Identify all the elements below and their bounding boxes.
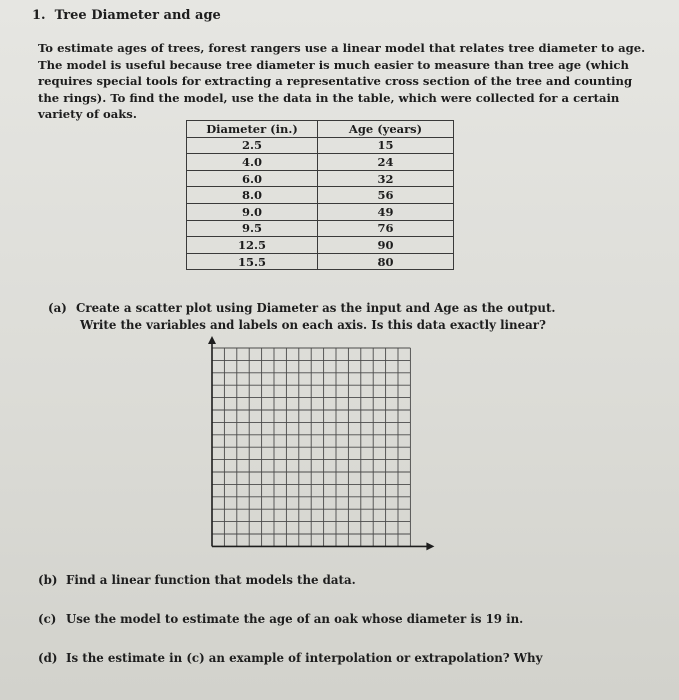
table-row	[187, 187, 454, 204]
age-cell: 90	[318, 237, 454, 254]
diameter-cell: 9.0	[187, 203, 318, 220]
age-cell: 15	[318, 137, 454, 154]
age-cell: 56	[318, 187, 454, 204]
question-b	[38, 573, 356, 587]
column-header-diameter: Diameter (in.)	[187, 121, 318, 138]
table-row	[187, 203, 454, 220]
question-a-line2: Write the variables and labels on each axis. Is this data exactly linear?	[80, 318, 546, 332]
question-d-label: (d)	[38, 651, 58, 665]
diameter-cell: 6.0	[187, 170, 318, 187]
question-a	[48, 300, 556, 334]
table-header-row	[187, 121, 454, 138]
blank-coordinate-grid	[200, 336, 440, 554]
problem-title: Tree Diameter and age	[54, 8, 221, 23]
column-header-age: Age (years)	[318, 121, 454, 138]
table-row	[187, 154, 454, 171]
diameter-age-table	[186, 120, 454, 270]
age-cell: 32	[318, 170, 454, 187]
intro-line: To estimate ages of trees, forest rangers use a linear model that relates tree diameter to age.	[38, 41, 646, 55]
age-cell: 49	[318, 203, 454, 220]
diameter-cell: 8.0	[187, 187, 318, 204]
diameter-cell: 12.5	[187, 237, 318, 254]
table-row	[187, 170, 454, 187]
intro-line: The model is useful because tree diameter is much easier to measure than tree age (which	[38, 57, 629, 72]
intro-line: variety of oaks.	[38, 107, 137, 121]
table-row	[187, 237, 454, 254]
grid-lines	[212, 348, 410, 546]
question-a-label: (a)	[48, 301, 67, 315]
question-c	[38, 612, 523, 626]
question-a-line1: Create a scatter plot using Diameter as the input and Age as the output.	[76, 301, 556, 315]
question-b-text: Find a linear function that models the data.	[66, 573, 356, 587]
age-cell: 24	[318, 154, 454, 171]
problem-number: 1.	[32, 8, 46, 23]
question-b-label: (b)	[38, 573, 58, 587]
question-d	[38, 651, 542, 665]
problem-intro	[38, 40, 646, 123]
y-axis-arrow-icon	[208, 336, 216, 344]
table-row	[187, 220, 454, 237]
intro-line: the rings). To find the model, use the data in the table, which were collected for a certain	[38, 90, 620, 105]
table-row	[187, 253, 454, 270]
age-cell: 80	[318, 253, 454, 270]
diameter-cell: 2.5	[187, 137, 318, 154]
intro-line: requires special tools for extracting a representative cross section of the tree and counting	[38, 74, 633, 88]
table-row	[187, 137, 454, 154]
diameter-cell: 15.5	[187, 253, 318, 270]
question-c-label: (c)	[38, 612, 57, 626]
diameter-cell: 9.5	[187, 220, 318, 237]
question-c-text: Use the model to estimate the age of an oak whose diameter is 19 in.	[66, 612, 524, 626]
age-cell: 76	[318, 220, 454, 237]
question-d-text: Is the estimate in (c) an example of interpolation or extrapolation? Why	[66, 651, 543, 665]
diameter-cell: 4.0	[187, 154, 318, 171]
x-axis-arrow-icon	[426, 542, 434, 550]
problem-heading	[32, 8, 221, 23]
